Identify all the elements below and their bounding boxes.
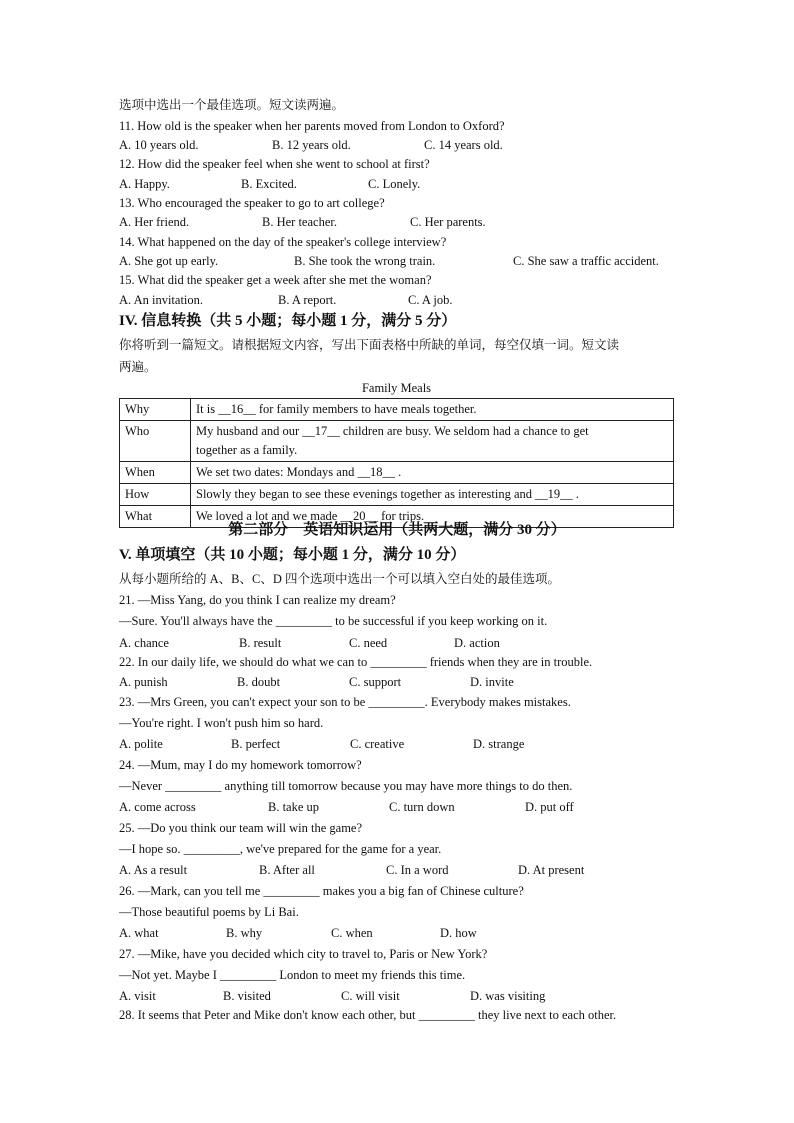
table-row xyxy=(120,484,674,506)
option-d: D. put off xyxy=(525,800,574,814)
option-a: A. visit xyxy=(119,989,156,1003)
question-21: 21. —Miss Yang, do you think I can realize my dream? xyxy=(119,593,396,607)
section-5-instruction: 从每小题所给的 A、B、C、D 四个选项中选出一个可以填入空白处的最佳选项。 xyxy=(119,572,560,586)
option-b: B. take up xyxy=(268,800,320,814)
blank-19: __19__ xyxy=(535,487,573,501)
option-b: B. 12 years old. xyxy=(272,138,351,152)
option-a: A. polite xyxy=(119,737,163,751)
option-c: C. She saw a traffic accident. xyxy=(513,254,659,268)
row-content: My husband and our __17__ children are busy. We seldom had a chance to get together as a family. xyxy=(191,421,674,462)
option-a: A. As a result xyxy=(119,863,188,877)
row-content: We loved a lot and we made __20__ for trips. xyxy=(191,506,674,528)
option-a: A. An invitation. xyxy=(119,293,204,307)
option-c: C. creative xyxy=(350,737,405,751)
section-4-instruction: 你将听到一篇短文。请根据短文内容，写出下面表格中所缺的单词，每空仅填一词。短文读 xyxy=(119,338,620,352)
option-a: A. 10 years old. xyxy=(119,138,199,152)
question-27: 27. —Mike, have you decided which city to travel to, Paris or New York? xyxy=(119,947,488,961)
option-a: A. chance xyxy=(119,636,169,650)
option-d: D. strange xyxy=(473,737,525,751)
option-a: A. Her friend. xyxy=(119,215,190,229)
option-c: C. will visit xyxy=(341,989,400,1003)
option-a: A. come across xyxy=(119,800,196,814)
option-b: B. A report. xyxy=(278,293,337,307)
question-13: 13. Who encouraged the speaker to go to art college? xyxy=(119,196,385,210)
option-a: A. Happy. xyxy=(119,177,170,191)
table-row xyxy=(120,399,674,421)
option-c: C. when xyxy=(331,926,373,940)
question-14: 14. What happened on the day of the speaker's college interview? xyxy=(119,235,447,249)
row-key: Who xyxy=(120,421,191,462)
option-c: C. turn down xyxy=(389,800,455,814)
blank-16: __16__ xyxy=(218,402,256,416)
option-b: B. doubt xyxy=(237,675,281,689)
question-22: 22. In our daily life, we should do what we can to _________ friends when they are in trouble. xyxy=(119,655,593,669)
row-key: What xyxy=(120,506,191,528)
question-24-line2: —Never _________ anything till tomorrow because you may have more things to do then. xyxy=(119,779,573,793)
section-4-instruction-cont: 两遍。 xyxy=(119,360,157,374)
table-row xyxy=(120,462,674,484)
option-b: B. visited xyxy=(223,989,271,1003)
row-key: How xyxy=(120,484,191,506)
option-c: C. support xyxy=(349,675,402,689)
question-27-line2: —Not yet. Maybe I _________ London to meet my friends this time. xyxy=(119,968,466,982)
question-25-line2: —I hope so. _________, we've prepared for the game for a year. xyxy=(119,842,442,856)
option-a: A. punish xyxy=(119,675,168,689)
blank-17: __17__ xyxy=(302,424,340,438)
option-d: D. action xyxy=(454,636,500,650)
option-c: C. A job. xyxy=(408,293,453,307)
option-c: C. Her parents. xyxy=(410,215,486,229)
question-11: 11. How old is the speaker when her parents moved from London to Oxford? xyxy=(119,119,505,133)
row-content: It is __16__ for family members to have meals together. xyxy=(191,399,674,421)
section-4-title: IV. 信息转换（共 5 小题；每小题 1 分，满分 5 分） xyxy=(119,313,457,329)
section-5-title: V. 单项填空（共 10 小题；每小题 1 分，满分 10 分） xyxy=(119,547,466,563)
option-b: B. She took the wrong train. xyxy=(294,254,436,268)
family-meals-table xyxy=(119,398,674,528)
blank-20: __20__ xyxy=(340,509,378,523)
blank-18: __18__ xyxy=(357,465,395,479)
question-25: 25. —Do you think our team will win the game? xyxy=(119,821,363,835)
option-b: B. perfect xyxy=(231,737,281,751)
option-d: D. was visiting xyxy=(470,989,546,1003)
question-21-line2: —Sure. You'll always have the _________ to be successful if you keep working on it. xyxy=(119,614,548,628)
option-b: B. Excited. xyxy=(241,177,297,191)
part-2-title: 第二部分 英语知识运用（共两大题，满分 30 分） xyxy=(228,522,566,538)
option-d: D. how xyxy=(440,926,477,940)
question-26: 26. —Mark, can you tell me _________ makes you a big fan of Chinese culture? xyxy=(119,884,524,898)
instruction-tail: 选项中选出一个最佳选项。短文读两遍。 xyxy=(119,98,345,112)
option-d: D. invite xyxy=(470,675,514,689)
option-c: C. In a word xyxy=(386,863,449,877)
option-b: B. why xyxy=(226,926,263,940)
option-a: A. what xyxy=(119,926,159,940)
table-title: Family Meals xyxy=(361,381,432,395)
row-key: Why xyxy=(120,399,191,421)
question-23: 23. —Mrs Green, you can't expect your son to be _________. Everybody makes mistakes. xyxy=(119,695,571,709)
question-23-line2: —You're right. I won't push him so hard. xyxy=(119,716,324,730)
option-b: B. After all xyxy=(259,863,315,877)
option-c: C. need xyxy=(349,636,388,650)
question-24: 24. —Mum, may I do my homework tomorrow? xyxy=(119,758,362,772)
question-26-line2: —Those beautiful poems by Li Bai. xyxy=(119,905,299,919)
question-12: 12. How did the speaker feel when she went to school at first? xyxy=(119,157,430,171)
option-c: C. Lonely. xyxy=(368,177,421,191)
question-28: 28. It seems that Peter and Mike don't know each other, but _________ they live next to each other. xyxy=(119,1008,617,1022)
option-b: B. Her teacher. xyxy=(262,215,337,229)
question-15: 15. What did the speaker get a week after she met the woman? xyxy=(119,273,432,287)
table-row xyxy=(120,421,674,462)
option-a: A. She got up early. xyxy=(119,254,219,268)
option-d: D. At present xyxy=(518,863,585,877)
row-content: We set two dates: Mondays and __18__ . xyxy=(191,462,674,484)
row-content: Slowly they began to see these evenings together as interesting and __19__ . xyxy=(191,484,674,506)
option-c: C. 14 years old. xyxy=(424,138,503,152)
option-b: B. result xyxy=(239,636,282,650)
row-key: When xyxy=(120,462,191,484)
